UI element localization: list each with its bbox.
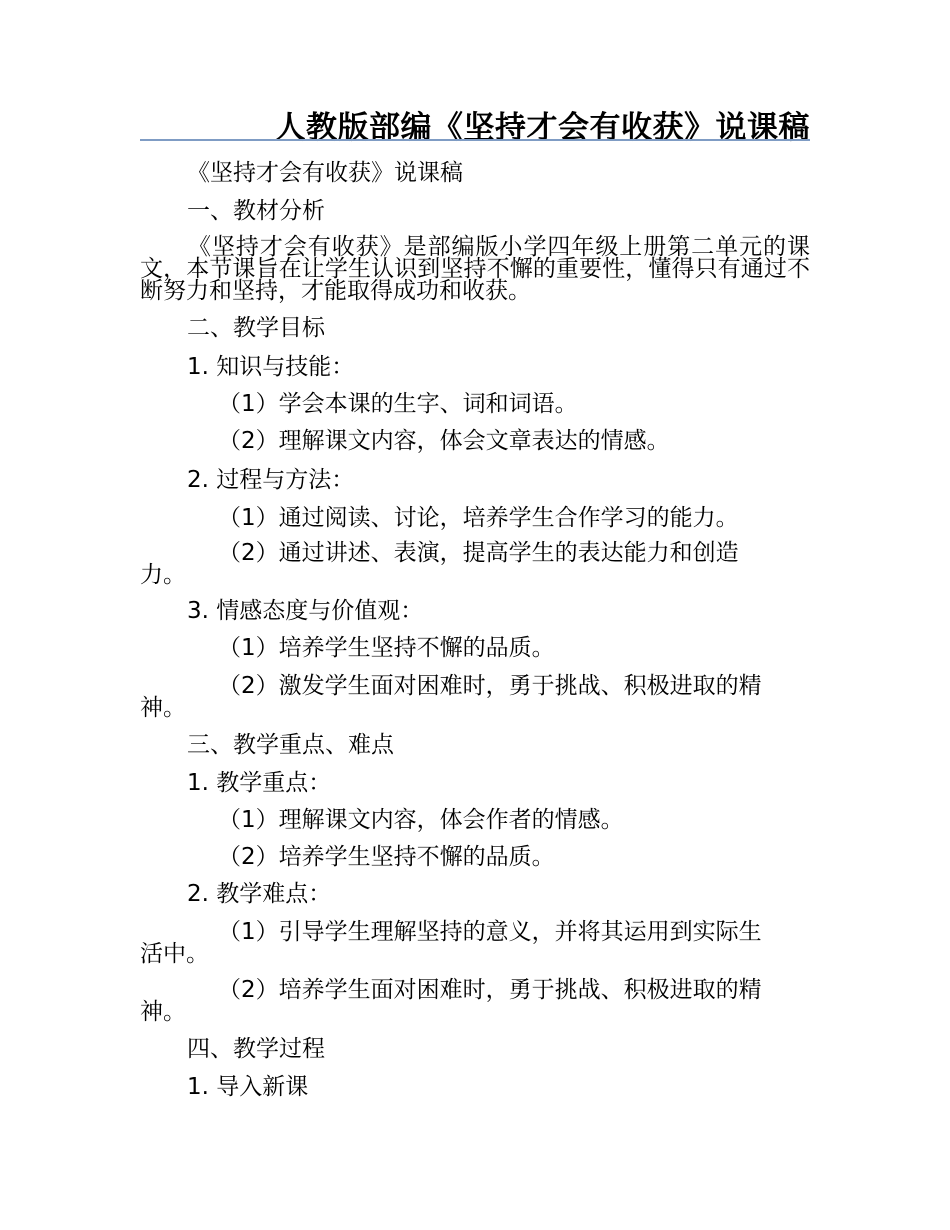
document-title: 人教版部编《坚持才会有收获》说课稿 xyxy=(274,110,810,146)
text-line: （1）通过阅读、讨论，培养学生合作学习的能力。 xyxy=(218,505,739,531)
text-line: 神。 xyxy=(140,695,186,721)
text-line: （1）学会本课的生字、词和词语。 xyxy=(218,391,578,417)
text-line: 力。 xyxy=(140,562,186,588)
text-line: （2）理解课文内容，体会文章表达的情感。 xyxy=(218,428,670,454)
text-line: 二、教学目标 xyxy=(187,315,325,341)
text-line: 一、教材分析 xyxy=(187,198,325,224)
text-line: 2. 过程与方法： xyxy=(187,467,355,493)
text-line: （2）培养学生坚持不懈的品质。 xyxy=(218,844,555,870)
text-line: 2. 教学难点： xyxy=(187,881,332,907)
text-line: （1）引导学生理解坚持的意义，并将其运用到实际生 xyxy=(218,919,762,945)
text-line: （2）激发学生面对困难时，勇于挑战、积极进取的精 xyxy=(218,673,762,699)
text-line: 《坚持才会有收获》说课稿 xyxy=(187,160,463,186)
text-line: 1. 教学重点： xyxy=(187,770,332,796)
title-underline xyxy=(140,139,810,141)
text-line: 1. 导入新课 xyxy=(187,1074,309,1100)
intro-paragraph: 《坚持才会有收获》是部编版小学四年级上册第二单元的课文，本节课旨在让学生认识到坚持不懈的重要性，懂得只有通过不断努力和坚持，才能取得成功和收获。 xyxy=(140,234,810,304)
text-line: 3. 情感态度与价值观： xyxy=(187,598,424,624)
text-line: 三、教学重点、难点 xyxy=(187,732,394,758)
text-line: 神。 xyxy=(140,999,186,1025)
text-line: （1）培养学生坚持不懈的品质。 xyxy=(218,635,555,661)
text-line: （1）理解课文内容，体会作者的情感。 xyxy=(218,807,624,833)
text-line: 四、教学过程 xyxy=(187,1036,325,1062)
text-line: 1. 知识与技能： xyxy=(187,354,355,380)
text-line: （2）培养学生面对困难时，勇于挑战、积极进取的精 xyxy=(218,977,762,1003)
text-line: （2）通过讲述、表演，提高学生的表达能力和创造 xyxy=(218,540,739,566)
text-line: 活中。 xyxy=(140,941,209,967)
